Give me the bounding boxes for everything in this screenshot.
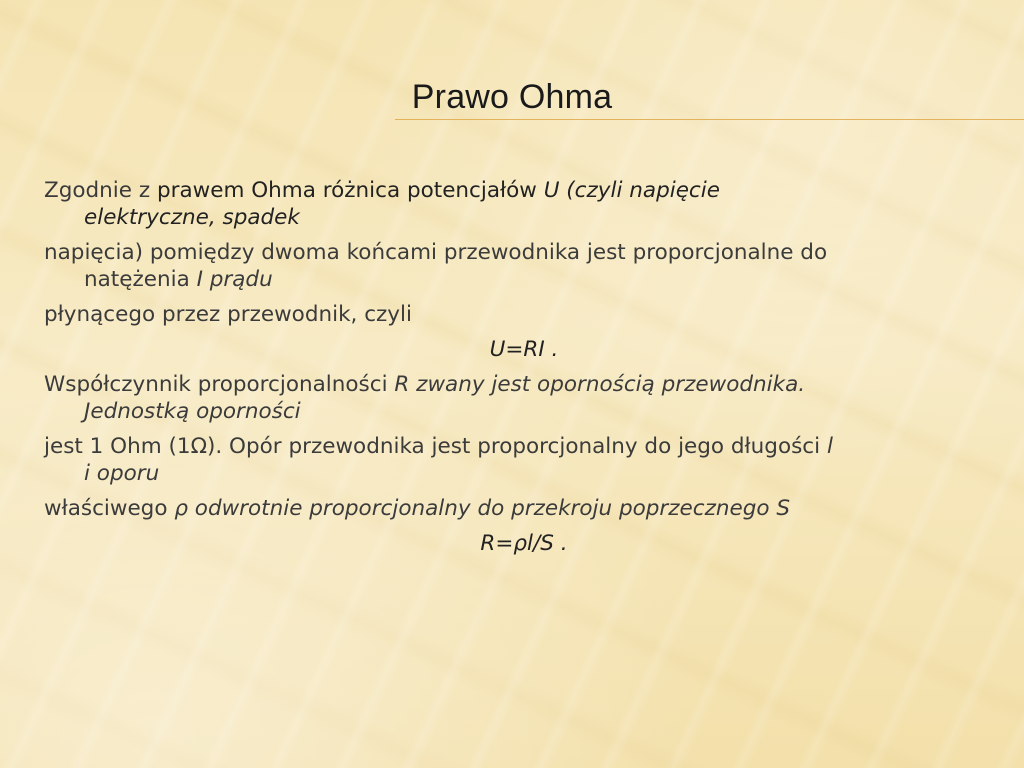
text-segment: I prądu — [196, 267, 273, 292]
text-segment: płynącego przez przewodnik, czyli — [44, 302, 412, 327]
text-segment: prawem Ohma różnica potencjałów — [156, 178, 544, 203]
paragraph-ohm-law-intro — [44, 177, 1004, 231]
text-segment: elektryczne, spadek — [84, 205, 300, 230]
text-segment: ρ odwrotnie proporcjonalny do przekroju poprzecznego S — [174, 496, 791, 521]
text-segment: natężenia — [84, 267, 197, 292]
slide-content — [44, 177, 1004, 565]
text-segment: i oporu — [84, 461, 160, 486]
paragraph-resistivity — [44, 495, 1004, 522]
formula-resistance: R=ρl/S . — [480, 531, 568, 556]
slide-title: Prawo Ohma — [411, 78, 613, 116]
paragraph-resistance — [44, 371, 1004, 425]
paragraph-proportional — [44, 239, 1004, 293]
text-segment: l — [826, 434, 833, 459]
title-underline — [395, 119, 1024, 120]
text-segment: właściwego — [44, 496, 175, 521]
text-segment: jest 1 Ohm (1Ω). Opór przewodnika jest proporcjonalny do jego długości — [44, 434, 827, 459]
text-segment: Współczynnik proporcjonalności — [44, 372, 395, 397]
text-segment: napięcia) pomiędzy dwoma końcami przewodnika jest proporcjonalne do — [44, 240, 828, 265]
text-segment: U (czyli napięcie — [543, 178, 720, 203]
text-segment: R zwany jest opornością przewodnika. — [394, 372, 806, 397]
text-segment: Zgodnie z — [44, 178, 157, 203]
paragraph-current — [44, 301, 1004, 328]
formula-ohm: U=RI . — [489, 337, 559, 362]
text-segment: Jednostką oporności — [84, 399, 301, 424]
paragraph-unit — [44, 433, 1004, 487]
